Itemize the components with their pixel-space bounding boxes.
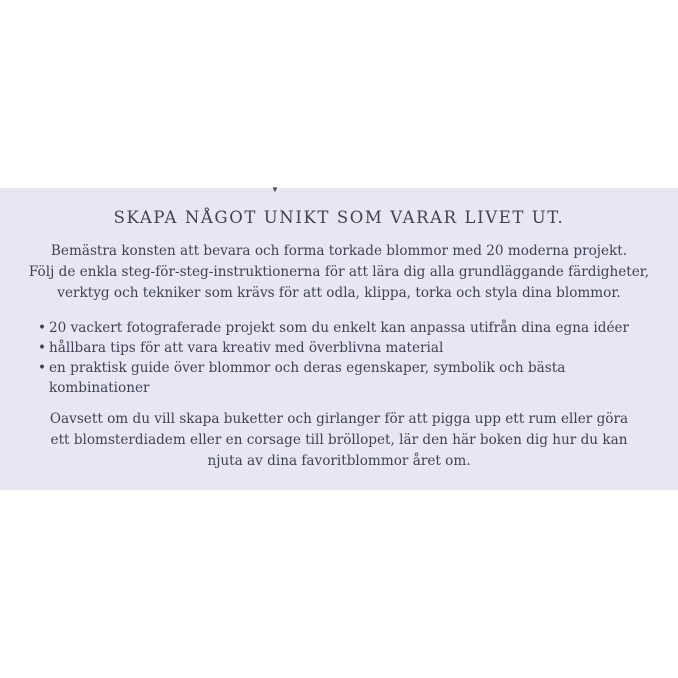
outro-line: njuta av dina favoritblommor året om. [207, 453, 471, 469]
feature-list-item [38, 338, 668, 358]
outro-line: Oavsett om du vill skapa buketter och girlanger för att pigga upp ett rum eller göra [49, 411, 629, 427]
intro-line: Följ de enkla steg-för-steg-instruktionerna för att lära dig alla grundläggande färdigheter, [28, 264, 650, 280]
outro-paragraph [14, 409, 664, 472]
feature-list [38, 318, 668, 398]
feature-text: en praktisk guide över blommor och deras egenskaper, symbolik och bästa [49, 360, 566, 376]
feature-text: 20 vackert fotograferade projekt som du enkelt kan anpassa utifrån dina egna idéer [49, 320, 630, 336]
bullet-icon: • [38, 340, 47, 356]
feature-text-continued: kombinationer [49, 380, 150, 396]
intro-line: verktyg och tekniker som krävs för att odla, klippa, torka och styla dina blommor. [57, 285, 621, 301]
book-description-card [0, 185, 678, 490]
intro-line: Bemästra konsten att bevara och forma torkade blommor med 20 moderna projekt. [50, 243, 628, 259]
headline: SKAPA NÅGOT UNIKT SOM VARAR LIVET UT. [113, 208, 565, 227]
bullet-icon: • [38, 360, 47, 376]
feature-list-item [38, 318, 668, 338]
bullet-icon: • [38, 320, 47, 336]
leaf-icon: ▼ [271, 185, 279, 194]
outro-line: ett blomsterdiadem eller en corsage till bröllopet, lär den här boken dig hur du kan [50, 432, 628, 448]
feature-text: hållbara tips för att vara kreativ med överblivna material [49, 340, 444, 356]
intro-paragraph [14, 241, 664, 304]
feature-list-item [38, 358, 668, 398]
